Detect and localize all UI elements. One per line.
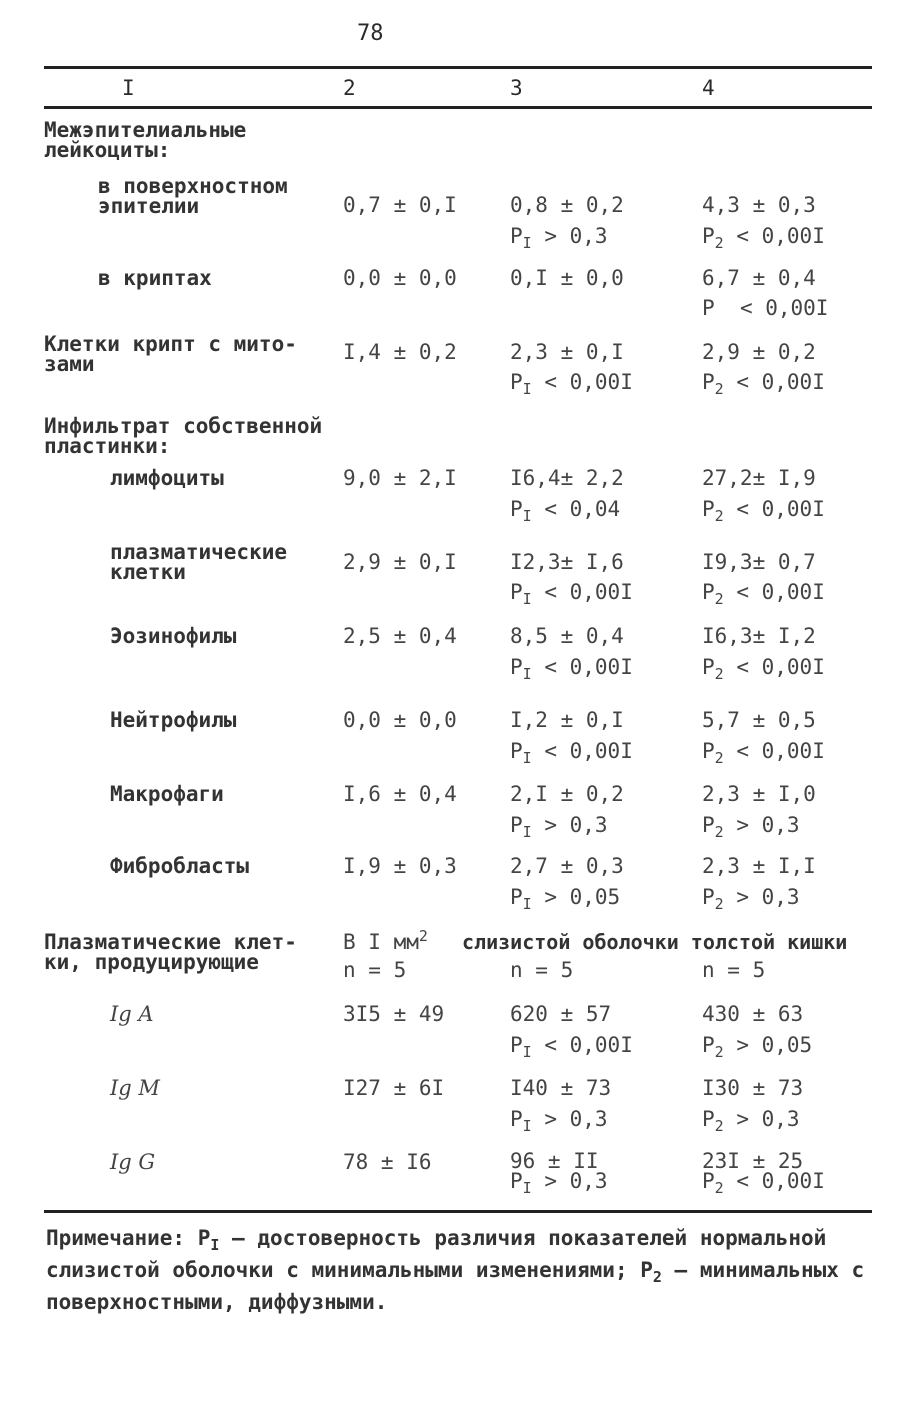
section-title-4b: ки, продуцирующие [44, 950, 259, 974]
p-value: $P_I > 0,3$ [510, 813, 608, 841]
cell-value: 78 ± I6 [343, 1150, 432, 1174]
cell-value: 2,3 ± I,I [702, 854, 816, 878]
p-value: $P_I < 0,00I$ [510, 739, 633, 767]
row-label: в поверхностном [98, 174, 288, 198]
col-header-1: I [122, 76, 135, 100]
p-value: $P_I > 0,05$ [510, 885, 621, 913]
cell-value: 2,7 ± 0,3 [510, 854, 624, 878]
cell-value: I,2 ± 0,I [510, 708, 624, 732]
p-value: P < 0,00I [702, 296, 829, 320]
cell-value: 2,I ± 0,2 [510, 782, 624, 806]
col-header-3: 3 [510, 76, 523, 100]
p-value: $P_2 > 0,05$ [702, 1033, 813, 1061]
p-value: $P_I < 0,04$ [510, 497, 621, 525]
section-title-3b: пластинки: [44, 434, 171, 458]
p-value: $P_2 < 0,00I$ [702, 1169, 825, 1197]
p-value: $P_2 < 0,00I$ [702, 370, 825, 398]
cell-value: 2,5 ± 0,4 [343, 624, 457, 648]
top-rule [44, 66, 872, 69]
cell-value: 2,9 ± 0,2 [702, 340, 816, 364]
cell-value: I27 ± 6I [343, 1076, 445, 1100]
row-label: клетки [110, 560, 186, 584]
cell-value: 0,0 ± 0,0 [343, 708, 457, 732]
cell-value: 2,3 ± I,0 [702, 782, 816, 806]
p-value: $P_2 > 0,3$ [702, 885, 800, 913]
row-label: Эозинофилы [110, 624, 237, 648]
n-count: n = 5 [702, 958, 766, 982]
col-header-4: 4 [702, 76, 715, 100]
page-number: 78 [357, 21, 384, 46]
p-value: $P_I < 0,00I$ [510, 580, 633, 608]
footnote: Примечание: $P_I$ – достоверность различия показателей нормальной слизистой оболочки с минимальными изменениями; $P_2$ – минимальных с поверхностными, диффузными. [46, 1226, 865, 1314]
cell-value: 0,0 ± 0,0 [343, 266, 457, 290]
row-label: лимфоциты [110, 466, 224, 490]
section-title-2: Клетки крипт с мито- [44, 332, 297, 356]
cell-value: 23I ± 25 [702, 1149, 804, 1173]
section-title-3: Инфильтрат собственной [44, 414, 323, 438]
cell-value: 9,0 ± 2,I [343, 466, 457, 490]
p-value: $P_I > 0,3$ [510, 1169, 608, 1197]
p-value: $P_2 < 0,00I$ [702, 580, 825, 608]
cell-value: 6,7 ± 0,4 [702, 266, 816, 290]
row-label: плазматические [110, 540, 288, 564]
header-rule [44, 106, 872, 109]
cell-value: I,9 ± 0,3 [343, 854, 457, 878]
bottom-rule [44, 1210, 872, 1213]
section-title-1: Межэпителиальные лейкоциты: [44, 118, 247, 162]
p-value: $P_I > 0,3$ [510, 224, 608, 252]
cell-value: I2,3± I,6 [510, 550, 624, 574]
cell-value: I6,3± I,2 [702, 624, 816, 648]
p-value: $P_I < 0,00I$ [510, 1033, 633, 1061]
cell-value: I30 ± 73 [702, 1076, 804, 1100]
cell-value: 5,7 ± 0,5 [702, 708, 816, 732]
p-value: $P_2 < 0,00I$ [702, 739, 825, 767]
col-header-2: 2 [343, 76, 356, 100]
p-value: $P_I > 0,3$ [510, 1107, 608, 1135]
cell-value: 96 ± II [510, 1149, 599, 1173]
section-title-2b: зами [44, 352, 95, 376]
p-value: $P_2 < 0,00I$ [702, 655, 825, 683]
cell-value: I40 ± 73 [510, 1076, 612, 1100]
cell-value: 0,I ± 0,0 [510, 266, 624, 290]
row-label: Ig M [110, 1076, 160, 1100]
p-value: $P_I < 0,00I$ [510, 370, 633, 398]
row-label: эпителии [98, 194, 200, 218]
n-count: n = 5 [510, 958, 574, 982]
row-label: Фибробласты [110, 854, 250, 878]
p-value: $P_2 > 0,3$ [702, 1107, 800, 1135]
cell-value: I,4 ± 0,2 [343, 340, 457, 364]
cell-value: 620 ± 57 [510, 1002, 612, 1026]
unit-label: В I $мм^2$ [343, 927, 428, 954]
cell-value: 0,8 ± 0,2 [510, 193, 624, 217]
n-count: n = 5 [343, 958, 407, 982]
cell-value: 4,3 ± 0,3 [702, 193, 816, 217]
row-label: в криптах [98, 266, 212, 290]
row-label: Ig A [110, 1002, 154, 1026]
cell-value: 2,9 ± 0,I [343, 550, 457, 574]
row-label: Ig G [110, 1150, 156, 1174]
cell-value: 27,2± I,9 [702, 466, 816, 490]
cell-value: 3I5 ± 49 [343, 1002, 445, 1026]
section-title-4: Плазматические клет- [44, 930, 297, 954]
p-value: $P_2 < 0,00I$ [702, 224, 825, 252]
cell-value: I,6 ± 0,4 [343, 782, 457, 806]
cell-value: 8,5 ± 0,4 [510, 624, 624, 648]
row-label: Нейтрофилы [110, 708, 237, 732]
cell-value: I9,3± 0,7 [702, 550, 816, 574]
p-value: $P_2 > 0,3$ [702, 813, 800, 841]
cell-value: 2,3 ± 0,I [510, 340, 624, 364]
row-label: Макрофаги [110, 782, 224, 806]
cell-value: 430 ± 63 [702, 1002, 804, 1026]
p-value: $P_I < 0,00I$ [510, 655, 633, 683]
p-value: $P_2 < 0,00I$ [702, 497, 825, 525]
unit-label-rest: слизистой оболочки толстой кишки [462, 930, 848, 954]
cell-value: 0,7 ± 0,I [343, 193, 457, 217]
cell-value: I6,4± 2,2 [510, 466, 624, 490]
